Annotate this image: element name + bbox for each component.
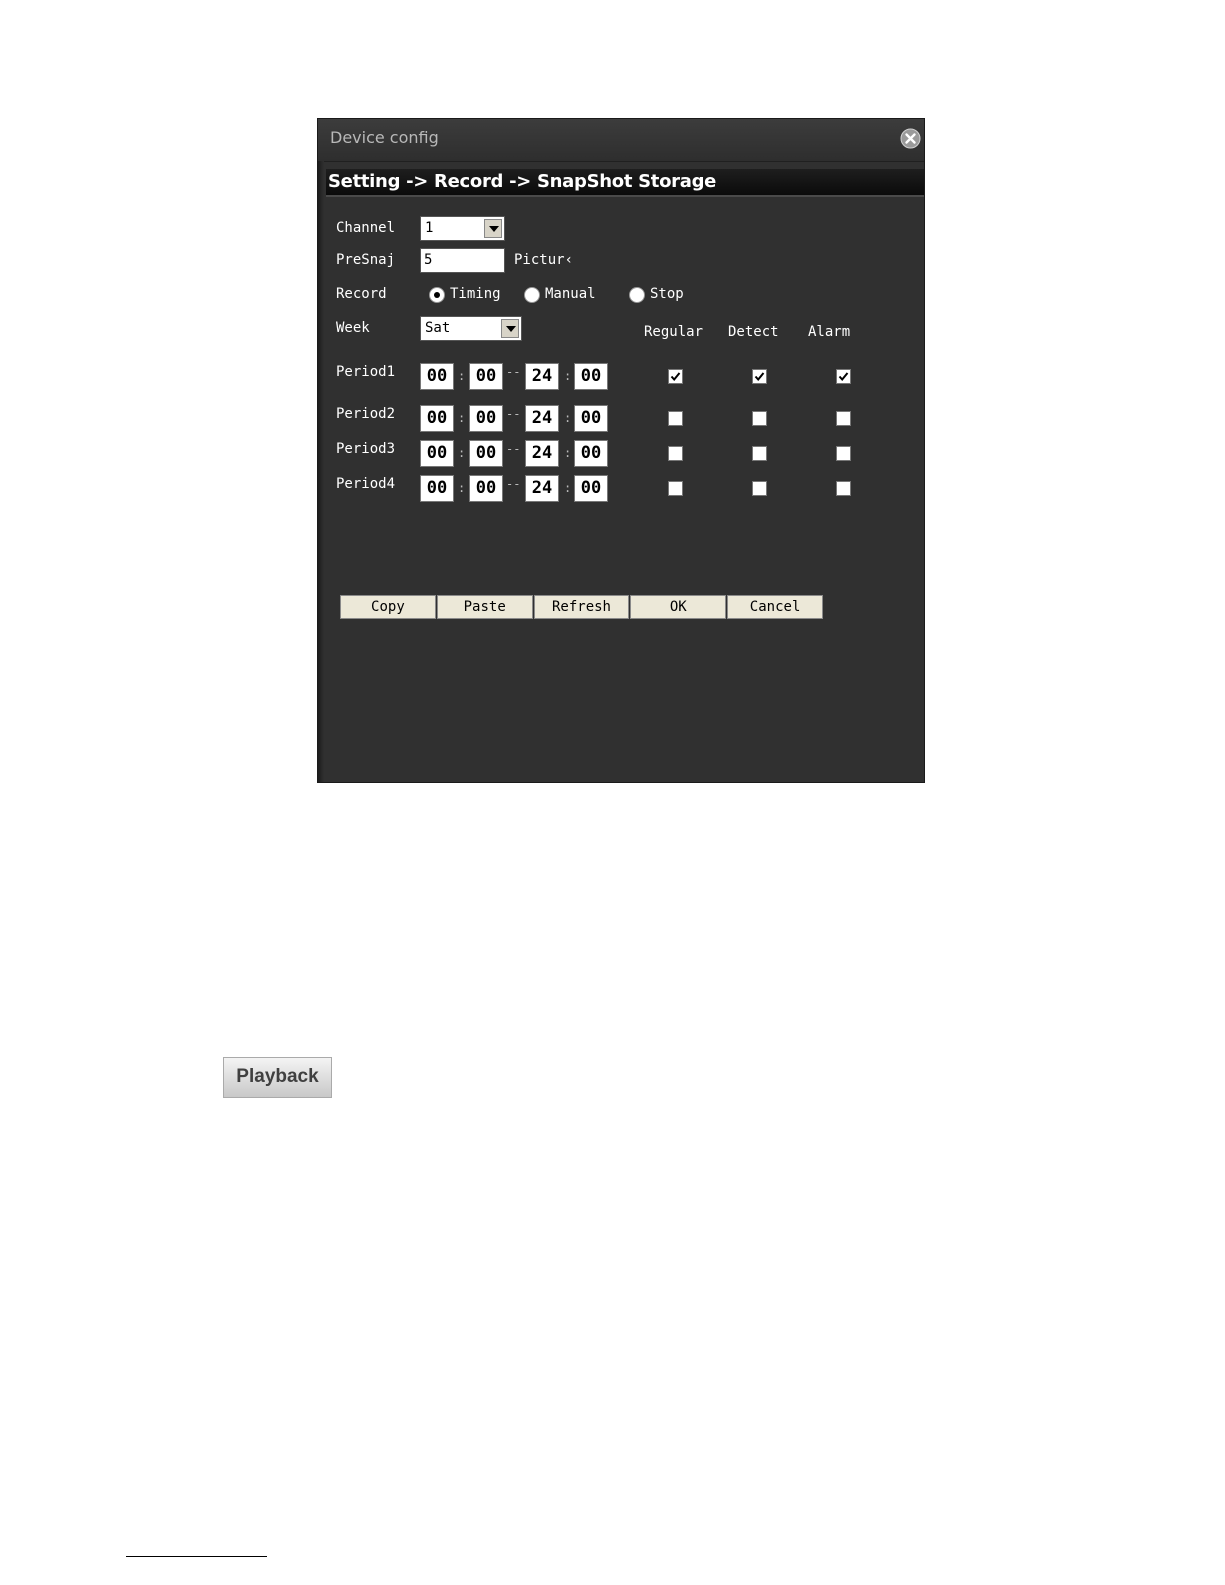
time-colon: : (564, 481, 572, 495)
check-icon (838, 371, 849, 382)
start-minute-field[interactable]: 00 (469, 440, 503, 467)
chevron-down-icon[interactable] (501, 319, 519, 338)
chevron-down-icon[interactable] (484, 219, 502, 238)
period-dash: -- (506, 407, 521, 421)
week-select[interactable] (420, 316, 522, 341)
end-hour-field[interactable]: 24 (525, 405, 559, 432)
checkbox-detect[interactable] (752, 369, 767, 384)
week-label: Week (336, 320, 370, 336)
start-hour-field[interactable]: 00 (420, 440, 454, 467)
time-colon: : (458, 411, 466, 425)
dialog-titlebar[interactable] (318, 119, 924, 162)
checkbox-detect[interactable] (752, 481, 767, 496)
record-label: Record (336, 286, 387, 302)
column-regular: Regular (644, 324, 704, 340)
end-minute-field[interactable]: 00 (574, 405, 608, 432)
start-minute-field[interactable]: 00 (469, 363, 503, 390)
playback-button[interactable]: Playback (223, 1057, 332, 1098)
radio-timing-label: Timing (450, 286, 501, 302)
time-colon: : (458, 481, 466, 495)
radio-manual-label: Manual (545, 286, 596, 302)
button-bar (340, 595, 824, 619)
period-label: Period1 (336, 364, 396, 380)
time-colon: : (458, 446, 466, 460)
copy-button[interactable]: Copy (340, 595, 436, 619)
ok-button[interactable]: OK (630, 595, 726, 619)
week-value: Sat (425, 320, 451, 336)
breadcrumb-bar (326, 169, 924, 197)
checkbox-regular[interactable] (668, 481, 683, 496)
end-hour-field[interactable]: 24 (525, 475, 559, 502)
breadcrumb: Setting -> Record -> SnapShot Storage (328, 171, 717, 192)
period-dash: -- (506, 477, 521, 491)
time-colon: : (564, 411, 572, 425)
period-dash: -- (506, 365, 521, 379)
end-hour-field[interactable]: 24 (525, 440, 559, 467)
check-icon (670, 371, 681, 382)
start-hour-field[interactable]: 00 (420, 475, 454, 502)
checkbox-detect[interactable] (752, 411, 767, 426)
checkbox-regular[interactable] (668, 411, 683, 426)
dialog-title: Device config (330, 128, 439, 147)
end-minute-field[interactable]: 00 (574, 475, 608, 502)
period-label: Period4 (336, 476, 396, 492)
checkbox-alarm[interactable] (836, 369, 851, 384)
end-minute-field[interactable]: 00 (574, 440, 608, 467)
checkbox-alarm[interactable] (836, 481, 851, 496)
period-label: Period2 (336, 406, 396, 422)
left-edge (318, 161, 324, 782)
check-icon (754, 371, 765, 382)
start-minute-field[interactable]: 00 (469, 405, 503, 432)
paste-button[interactable]: Paste (437, 595, 533, 619)
footnote-divider (126, 1556, 267, 1557)
time-colon: : (564, 369, 572, 383)
presnap-unit: Pictur‹ (514, 252, 574, 268)
cancel-button[interactable]: Cancel (727, 595, 823, 619)
start-hour-field[interactable]: 00 (420, 405, 454, 432)
time-colon: : (458, 369, 466, 383)
checkbox-regular[interactable] (668, 369, 683, 384)
checkbox-regular[interactable] (668, 446, 683, 461)
channel-value: 1 (425, 220, 434, 236)
channel-label: Channel (336, 220, 396, 236)
time-colon: : (564, 446, 572, 460)
presnap-label: PreSnaj (336, 252, 396, 268)
refresh-button[interactable]: Refresh (534, 595, 630, 619)
channel-select[interactable] (420, 216, 505, 241)
period-label: Period3 (336, 441, 396, 457)
column-alarm: Alarm (808, 324, 851, 340)
start-minute-field[interactable]: 00 (469, 475, 503, 502)
device-config-dialog (317, 118, 925, 783)
presnap-input[interactable] (420, 248, 505, 273)
checkbox-detect[interactable] (752, 446, 767, 461)
radio-stop[interactable] (629, 287, 645, 303)
column-detect: Detect (728, 324, 779, 340)
end-minute-field[interactable]: 00 (574, 363, 608, 390)
radio-stop-label: Stop (650, 286, 684, 302)
close-icon[interactable] (900, 128, 921, 149)
presnap-value: 5 (424, 252, 433, 268)
start-hour-field[interactable]: 00 (420, 363, 454, 390)
radio-manual[interactable] (524, 287, 540, 303)
checkbox-alarm[interactable] (836, 411, 851, 426)
checkbox-alarm[interactable] (836, 446, 851, 461)
end-hour-field[interactable]: 24 (525, 363, 559, 390)
radio-timing[interactable] (429, 287, 445, 303)
period-dash: -- (506, 442, 521, 456)
